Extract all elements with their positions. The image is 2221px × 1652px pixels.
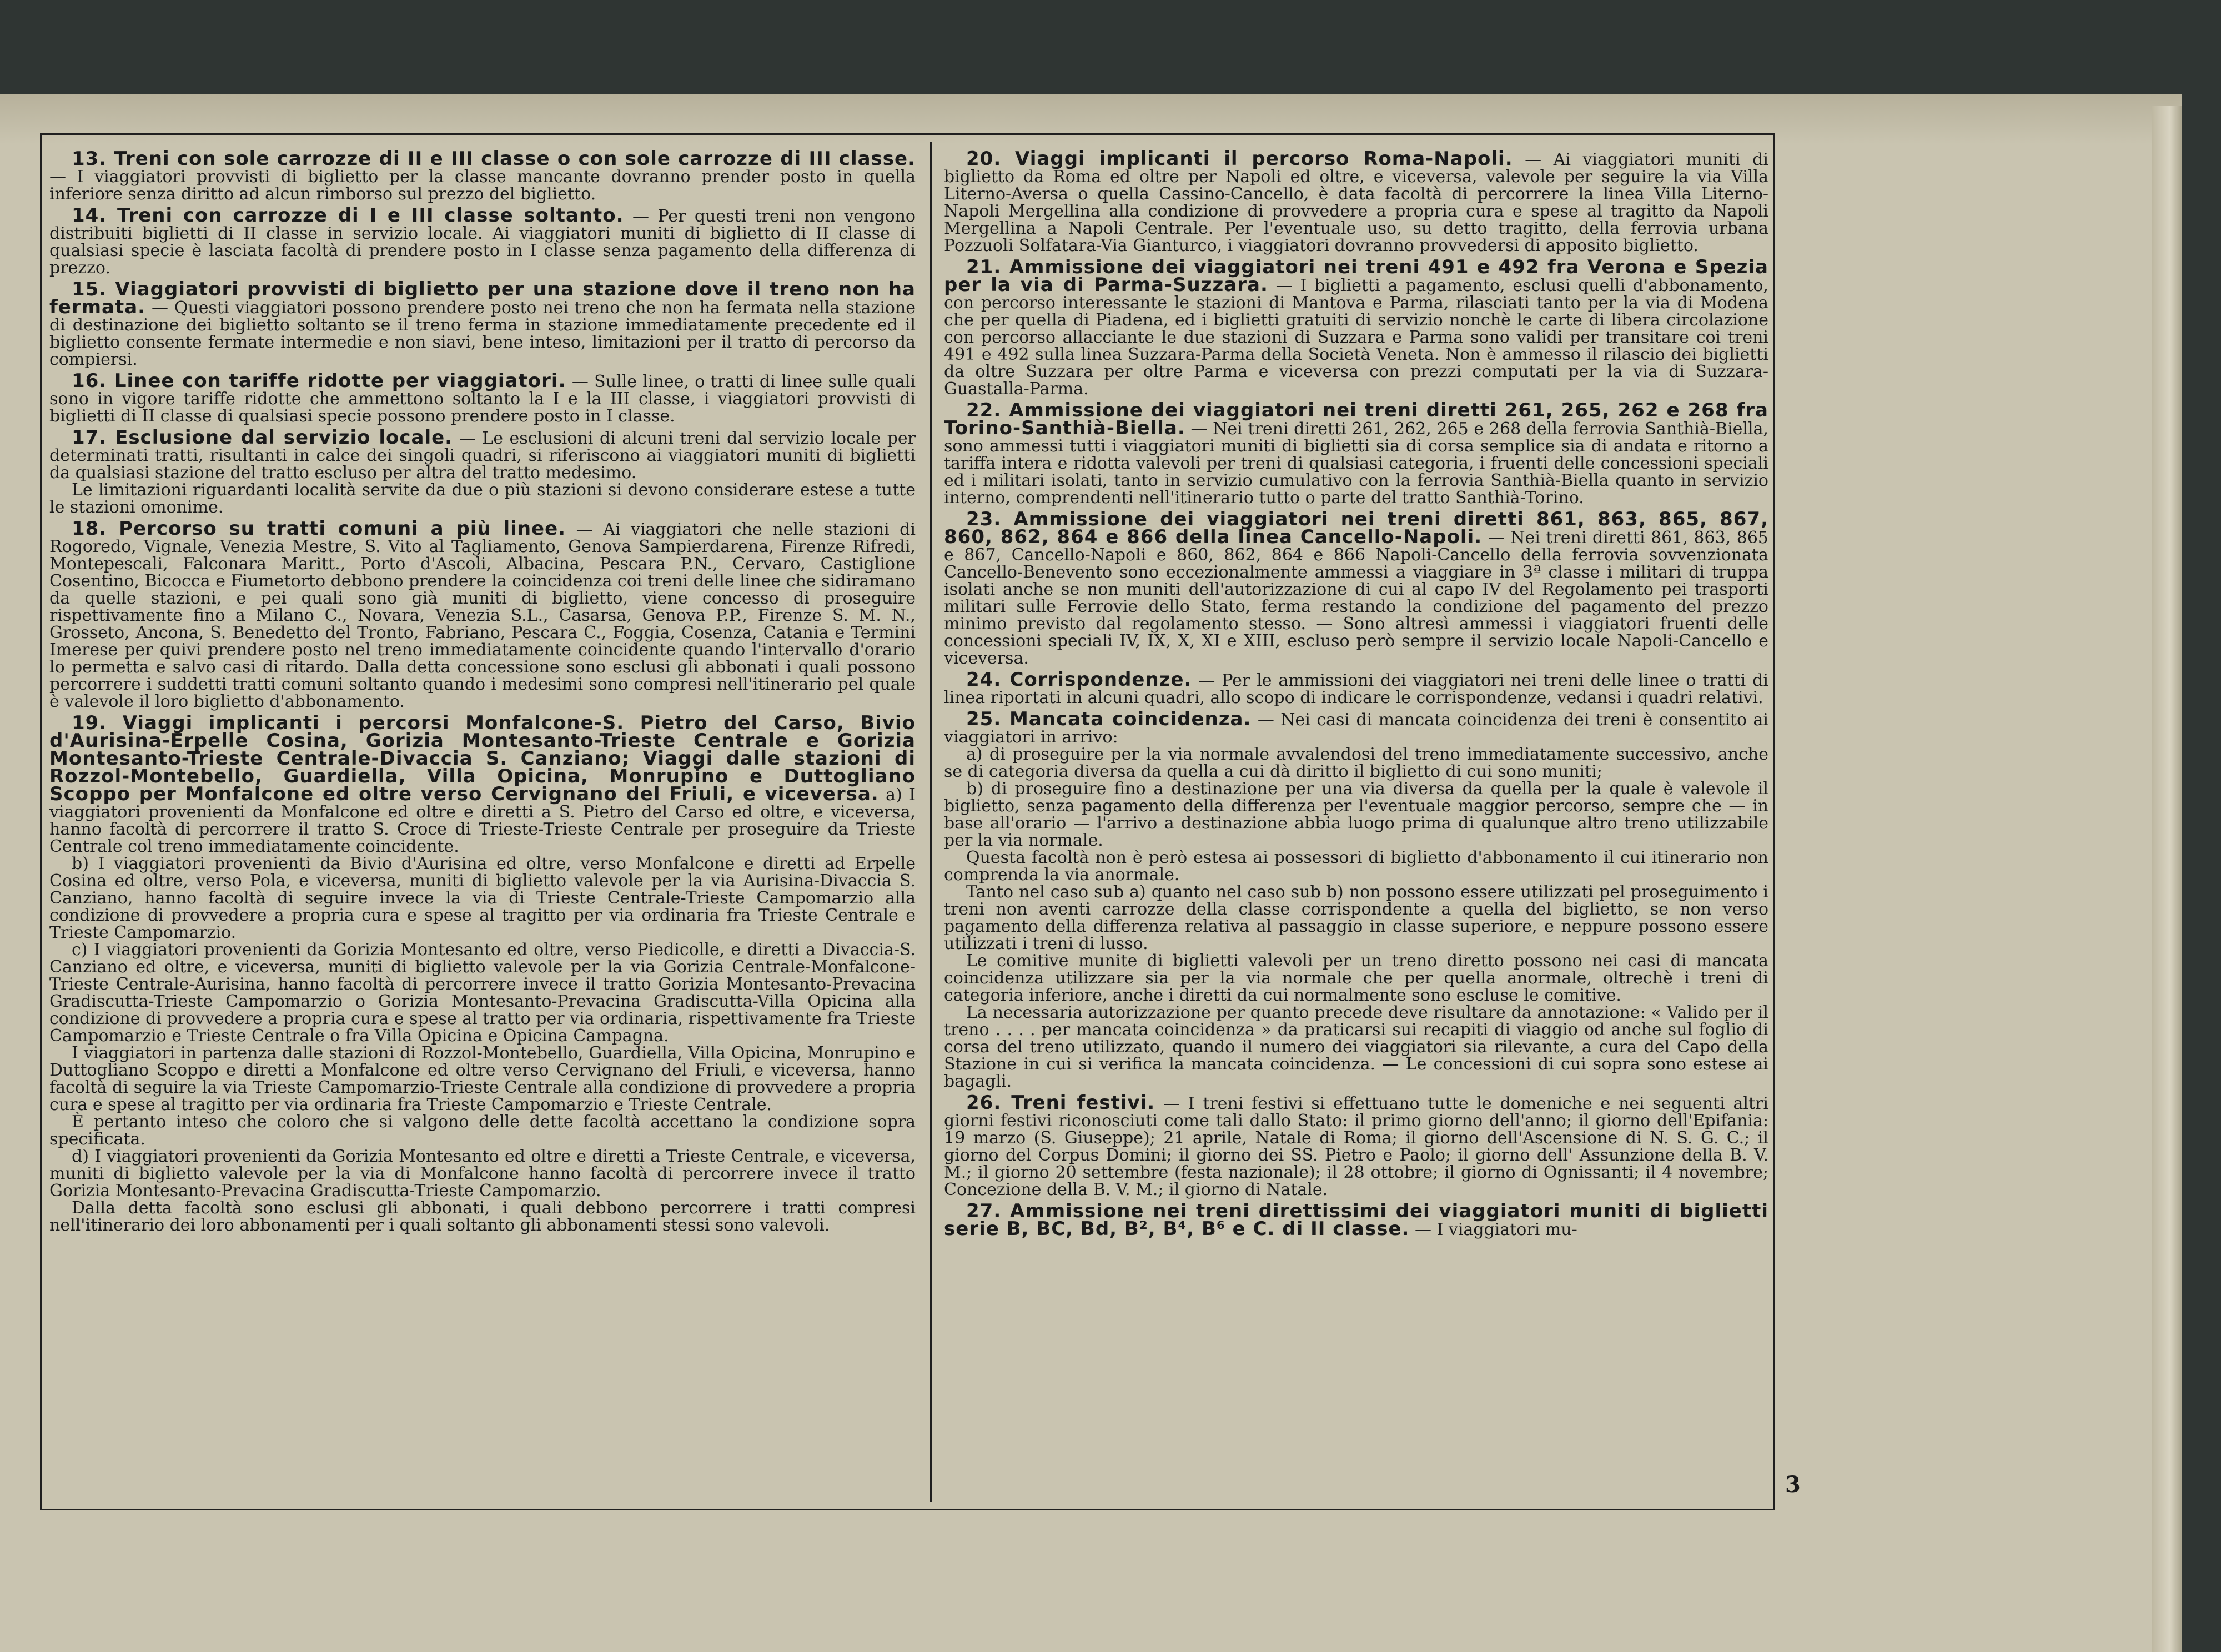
section-title: 17. Esclusione dal servizio locale. <box>72 426 453 449</box>
section-text: — Ai viaggiatori muniti di biglietto da Roma ed oltre per Napoli ed oltre, e viceversa, valevole per seguire la via Villa Literno-Aversa o quella Cassino-Cancello, è data facoltà di percorrere la linea Villa Literno-Napoli Mergellina alla condizione di provvedere a propria cura e spese al tragitto da Napoli Mergellina a Napoli Centrale. Per l'eventuale uso, su detto tragitto, della ferrovia urbana Pozzuoli Solfatara-Via Gianturco, i viaggiatori dovranno provvedersi di apposito biglietto. <box>944 150 1768 255</box>
section-right-7 <box>944 1200 1768 1240</box>
section-text: a) di proseguire per la via normale avvalendosi del treno immediatamente successivo, anche se di categoria diversa da quella a cui dà diritto il biglietto di cui sono muniti; <box>944 745 1768 781</box>
section-paragraph <box>944 952 1768 1004</box>
section-text: b) di proseguire fino a destinazione per una via diversa da quella per la quale è valevole il biglietto, senza pagamento della differenza per l'eventuale maggior percorso, sempre che — in base all'orario — l'arrivo a destinazione abbia luogo prima di qualunque altro treno utilizzabile per la via normale. <box>944 779 1768 850</box>
section-right-1 <box>944 256 1768 399</box>
section-text: Dalla detta facoltà sono esclusi gli abbonati, i quali debbono percorrere i tratti compresi nell'itinerario dei loro abbonamenti per i quali soltanto gli abbonamenti stessi sono valevoli. <box>49 1198 916 1235</box>
section-paragraph <box>49 481 916 516</box>
section-text: — Nei casi di mancata coincidenza dei treni è consentito ai viaggiatori in arrivo: <box>944 710 1768 747</box>
section-text: — I viaggiatori mu- <box>1415 1220 1577 1239</box>
section-text: Tanto nel caso sub a) quanto nel caso sub b) non possono essere utilizzati pel proseguimento i treni non aventi carrozze della classe corrispondente a quella del biglietto, se non verso pagamento della differenza relativa al passaggio in classe superiore, e neppure possono essere utilizzati i treni di lusso. <box>944 882 1768 953</box>
section-title: 26. Treni festivi. <box>966 1092 1155 1114</box>
section-left-5 <box>49 520 916 710</box>
section-left-2 <box>49 278 916 369</box>
section-text: Le comitive munite di biglietti valevoli per un treno diretto possono nei casi di mancata coincidenza utilizzare sia per la via normale che per quella anormale, oltrechè i treni di categoria inferiore, anche i diretti da cui normalmente sono escluse le comitive. <box>944 951 1768 1005</box>
section-paragraph <box>944 256 1768 399</box>
section-text: È pertanto inteso che coloro che si valgono delle dette facoltà accettano la condizione sopra specificata. <box>49 1112 916 1149</box>
section-text: — Nei treni diretti 261, 262, 265 e 268 della ferrovia Santhià-Biella, sono ammessi tutti i viaggiatori muniti di biglietti sia di corsa semplice sia di andata e ritorno a tariffa intera e ridotta valevoli per treni di qualsiasi categoria, i fruenti delle concessioni speciali ed i militari isolati, tanto in servizio cumulativo con la ferrovia Santhià-Biella quanto in servizio interno, comprendenti nell'itinerario tutto o parte del tratto Santhià-Torino. <box>944 419 1768 508</box>
section-title: 13. Treni con sole carrozze di II e III classe o con sole carrozze di III classe. <box>72 150 916 170</box>
section-left-0 <box>49 150 916 203</box>
section-left-1 <box>49 204 916 278</box>
section-text: La necessaria autorizzazione per quanto precede deve risultare da annotazione: « Valido per il treno . . . . per mancata coincidenza » da praticarsi sui recapiti di viaggio od anche sul foglio di corsa del treno utilizzato, quando il numero dei viaggiatori sia rilevante, a cura del Capo della Stazione in cui si verifica la mancata coincidenza. — Le concessioni di cui sopra sono estese ai bagagli. <box>944 1003 1768 1091</box>
section-paragraph <box>49 370 916 426</box>
section-paragraph <box>944 508 1768 668</box>
section-text: — Per questi treni non vengono distribuiti biglietti di II classe in servizio locale. Ai viaggiatori muniti di biglietto di II classe di qualsiasi specie è lasciata facoltà di prendere posto in I classe senza pagamento della differenza di prezzo. <box>49 207 916 278</box>
section-title: 21. Ammissione dei viaggiatori nei treni 491 e 492 fra Verona e Spezia per la via di Parma-Suzzara. <box>944 256 1768 296</box>
section-right-0 <box>944 150 1768 254</box>
section-text: c) I viaggiatori provenienti da Gorizia Montesanto ed oltre, verso Piedicolle, e diretti a Divaccia-S. Canziano ed oltre, e viceversa, muniti di biglietto valevole per la via Gorizia Centrale-Monfalcone-Trieste Centrale-Aurisina, hanno facoltà di percorrere invece il tratto Gorizia Montesanto-Prevacina Gradiscutta-Trieste Campomarzio o Gorizia Montesanto-Prevacina Gradiscutta-Villa Opicina alla condizione di provvedere a propria cura e spese al tratto per via ordinaria, rispettivamente fra Trieste Campomarzio e Trieste Centrale o fra Villa Opicina e Opicina Campagna. <box>49 940 916 1046</box>
section-right-4 <box>944 671 1768 706</box>
section-text: — Le esclusioni di alcuni treni dal servizio locale per determinati tratti, risultanti in calce dei singoli quadri, si riferiscono ai viaggiatori muniti di biglietti da qualsiasi stazione del tratto escluso per altra del tratto medesimo. <box>49 429 916 483</box>
section-paragraph <box>944 671 1768 706</box>
section-text: Questa facoltà non è però estesa ai possessori di biglietto d'abbonamento il cui itinerario non comprenda la via anormale. <box>944 848 1768 885</box>
section-paragraph <box>49 520 916 710</box>
section-left-3 <box>49 370 916 426</box>
section-title: 25. Mancata coincidenza. <box>966 708 1252 730</box>
section-title: 18. Percorso su tratti comuni a più linee. <box>72 518 566 540</box>
page-number: 3 <box>1785 1472 1801 1498</box>
section-paragraph <box>49 204 916 278</box>
section-paragraph <box>49 855 916 941</box>
section-title: 20. Viaggi implicanti il percorso Roma-Napoli. <box>966 150 1513 170</box>
section-paragraph <box>49 712 916 856</box>
section-paragraph <box>49 426 916 483</box>
section-paragraph <box>944 708 1768 747</box>
section-paragraph <box>49 278 916 369</box>
section-paragraph <box>49 941 916 1045</box>
section-paragraph <box>944 150 1768 254</box>
section-text: a) I viaggiatori provenienti da Monfalcone ed oltre e diretti a S. Pietro del Carso ed oltre, e viceversa, hanno facoltà di percorrere il tratto S. Croce di Trieste-Trieste Centrale per proseguire da Trieste Centrale col treno immediatamente coincidente. <box>49 785 916 856</box>
section-text: — I biglietti a pagamento, esclusi quelli d'abbonamento, con percorso interessante le stazioni di Mantova e Parma, rilasciati tanto per la via di Modena che per quella di Piadena, ed i biglietti gratuiti di servizio nonchè le carte di libera circolazione con percorso allacciante le due stazioni di Suzzara e Parma sono validi per transitare coi treni 491 e 492 sulla linea Suzzara-Parma della Società Veneta. Non è ammesso il rilascio dei biglietti da oltre Suzzara per oltre Parma e viceversa con prezzi computati per la via di Suzzara-Guastalla-Parma. <box>944 276 1768 399</box>
section-title: 16. Linee con tariffe ridotte per viaggiatori. <box>72 370 566 392</box>
section-title: 15. Viaggiatori provvisti di biglietto per una stazione dove il treno non ha fermata. <box>49 278 916 318</box>
section-paragraph <box>944 1004 1768 1090</box>
text-frame <box>40 133 1775 1510</box>
section-paragraph <box>49 1113 916 1148</box>
section-text: — Questi viaggiatori possono prendere posto nei treno che non ha fermata nella stazione di destinazione dei biglietto soltanto se il treno ferma in stazione immediatamente precedente ed il biglietto consente fermate intermedie e non siavi, bene inteso, limitazioni per il tratto di percorso da compiersi. <box>49 298 916 369</box>
section-title: 22. Ammissione dei viaggiatori nei treni diretti 261, 265, 262 e 268 fra Torino-Santhià-Biella. <box>944 399 1768 439</box>
page-side-edge <box>2152 106 2182 1652</box>
section-paragraph <box>944 780 1768 849</box>
section-text: — Nei treni diretti 861, 863, 865 e 867, Cancello-Napoli e 860, 862, 864 e 866 Napoli-Cancello della ferrovia sovvenzionata Cancello-Benevento sono eccezionalmente ammessi a viaggiare in 3ª classe i militari di truppa isolati anche se non muniti dell'autorizzazione di cui al capo IV del Regolamento pei trasporti militari sulle Ferrovie dello Stato, ferma restando la condizione del pagamento del prezzo minimo previsto dal regolamento stesso. — Sono altresì ammessi i viaggiatori fruenti delle concessioni speciali IV, IX, X, XI e XIII, escluso però sempre il servizio locale Napoli-Cancello e viceversa. <box>944 528 1768 668</box>
right-column <box>944 150 1768 1502</box>
section-text: — I treni festivi si effettuano tutte le domeniche e nei seguenti altri giorni festivi riconosciuti come tali dallo Stato: il primo giorno dell'anno; il giorno dell'Epifania: 19 marzo (S. Giuseppe); 21 aprile, Natale di Roma; il giorno dell'Ascensione di N. S. G. C.; il giorno del Corpus Domini; il giorno dei SS. Pietro e Paolo; il giorno dell' Assunzione della B. V. M.; il giorno 20 settembre (festa nazionale); il 28 ottobre; il giorno di Ognissanti; il 4 novembre; Concezione della B. V. M.; il giorno di Natale. <box>944 1094 1768 1199</box>
section-right-6 <box>944 1094 1768 1198</box>
section-title: 27. Ammissione nei treni direttissimi dei viaggiatori muniti di biglietti serie B, BC, Bd, B², B⁴, B⁶ e C. di II classe. <box>944 1200 1768 1240</box>
section-paragraph <box>944 883 1768 952</box>
section-paragraph <box>944 399 1768 508</box>
section-text: b) I viaggiatori provenienti da Bivio d'Aurisina ed oltre, verso Monfalcone e diretti ad Erpelle Cosina ed oltre, verso Pola, e viceversa, muniti di biglietto valevole per la via Aurisina-Divaccia S. Canziano, hanno facoltà di seguire invece la via di Trieste Centrale-Trieste Campomarzio alla condizione di provvedere a propria cura e spese al tragitto per via ordinaria fra Trieste Centrale e Trieste Campomarzio. <box>49 854 916 942</box>
section-right-5 <box>944 708 1768 1091</box>
section-paragraph <box>49 1199 916 1234</box>
section-text: I viaggiatori in partenza dalle stazioni di Rozzol-Montebello, Guardiella, Villa Opicina, Monrupino e Duttogliano Scoppo e diretti a Monfalcone ed oltre verso Cervignano del Friuli, e viceversa, hanno facoltà di seguire la via Trieste Campomarzio-Trieste Centrale alla condizione di provvedere a propria cura e spese al tragitto per via ordinaria fra Trieste Campomarzio e Trieste Centrale. <box>49 1043 916 1114</box>
section-text: Le limitazioni riguardanti località servite da due o più stazioni si devono considerare estese a tutte le stazioni omonime. <box>49 480 916 517</box>
section-text: — Sulle linee, o tratti di linee sulle quali sono in vigore tariffe ridotte che ammettono soltanto la I e la III classe, i viaggiatori provvisti di biglietti di II classe di qualsiasi specie possono prendere posto in I classe. <box>49 372 916 426</box>
section-text: d) I viaggiatori provenienti da Gorizia Montesanto ed oltre e diretti a Trieste Centrale, e viceversa, muniti di biglietto valevole per la via di Monfalcone hanno facoltà di percorrere invece il tratto Gorizia Montesanto-Prevacina Gradiscutta-Trieste Campomarzio. <box>49 1147 916 1201</box>
section-text: — Ai viaggiatori che nelle stazioni di Rogoredo, Vignale, Venezia Mestre, S. Vito al Tagliamento, Genova Sampierdarena, Firenze Rifredi, Montepescali, Falconara Maritt., Porto d'Ascoli, Albacina, Pescara P.N., Cervaro, Castiglione Cosentino, Bicocca e Fiumetorto debbono prendere la coincidenza coi treni delle linee che sidiramano da quelle stazioni, e pei quali sono già muniti di biglietto, viene concesso di proseguire rispettivamente fino a Milano C., Novara, Venezia S.L., Casarsa, Genova P.P., Firenze S. M. N., Grosseto, Ancona, S. Benedetto del Tronto, Fabriano, Pescara C., Foggia, Cosenza, Catania e Termini Imerese per quivi prendere posto nel treno immediatamente coincidente quando l'intervallo d'orario lo permetta e salvo casi di ritardo. Dalla detta concessione sono esclusi gli abbonati i quali possono percorrere i suddetti tratti comuni soltanto quando i medesimi sono compresi nell'itinerario pel quale è valevole il loro biglietto d'abbonamento. <box>49 520 916 711</box>
section-title: 14. Treni con carrozze di I e III classe soltanto. <box>72 204 624 227</box>
section-left-4 <box>49 426 916 517</box>
section-paragraph <box>944 1094 1768 1198</box>
section-right-2 <box>944 399 1768 508</box>
section-title: 19. Viaggi implicanti i percorsi Monfalcone-S. Pietro del Carso, Bivio d'Aurisina-Erpelle Cosina, Gorizia Montesanto-Trieste Centrale e Gorizia Montesanto-Trieste Centrale-Divaccia S. Canziano; Viaggi dalle stazioni di Rozzol-Montebello, Guardiella, Villa Opicina, Monrupino e Duttogliano Scoppo per Monfalcone ed oltre verso Cervignano del Friuli, e viceversa. <box>49 712 916 805</box>
section-paragraph <box>944 746 1768 780</box>
section-paragraph <box>49 150 916 203</box>
left-column <box>49 150 916 1502</box>
section-left-6 <box>49 712 916 1235</box>
section-paragraph <box>944 849 1768 883</box>
section-paragraph <box>49 1148 916 1199</box>
section-paragraph <box>49 1045 916 1113</box>
section-title: 24. Corrispondenze. <box>966 669 1192 691</box>
section-title: 23. Ammissione dei viaggiatori nei treni diretti 861, 863, 865, 867, 860, 862, 864 e 866 della linea Cancello-Napoli. <box>944 508 1768 548</box>
column-divider <box>930 142 932 1502</box>
section-right-3 <box>944 508 1768 668</box>
section-paragraph <box>944 1200 1768 1240</box>
section-text: — Per le ammissioni dei viaggiatori nei treni delle linee o tratti di linea riportati in alcuni quadri, allo scopo di indicare le corrispondenze, vedansi i quadri relativi. <box>944 671 1768 707</box>
section-text: — I viaggiatori provvisti di biglietto per la classe mancante dovranno prender posto in quella inferiore senza diritto ad alcun rimborso sul prezzo del biglietto. <box>49 167 916 204</box>
